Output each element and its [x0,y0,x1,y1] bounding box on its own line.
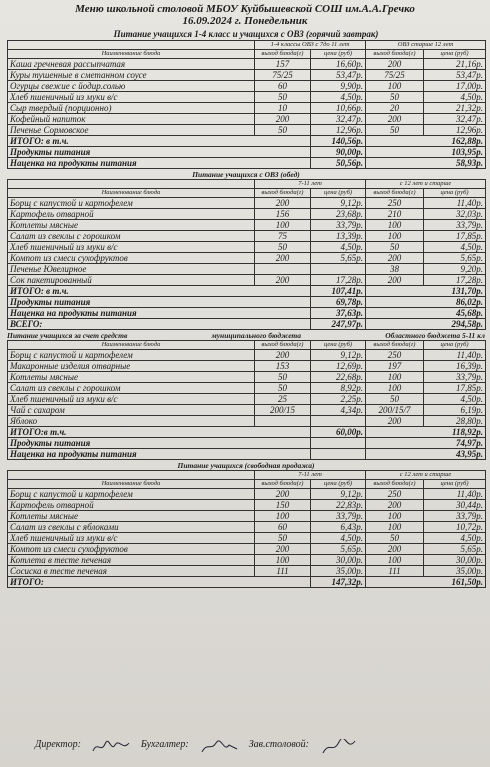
column-header: выход блюда(г) [255,50,311,59]
portion-old: 50 [366,242,424,253]
portion-young: 200 [255,350,311,361]
price-young: 5,65р. [311,253,366,264]
price-young: 33,79р. [311,511,366,522]
products-value-old: 74,97р. [366,438,486,449]
director-signature [91,739,131,755]
portion-old: 250 [366,198,424,209]
price-young: 12,96р. [311,125,366,136]
total-value-old: 131,70р. [366,286,486,297]
portion-young: 50 [255,242,311,253]
dish-name: Чай с сахаром [8,405,255,416]
price-young: 53,47р. [311,70,366,81]
table-row [8,372,486,383]
table-group-row [8,41,486,50]
table-row [8,522,486,533]
portion-old: 50 [366,92,424,103]
price-old: 32,47р. [424,114,486,125]
table-row [8,555,486,566]
dish-name: Картофель отварной [8,209,255,220]
table-breakfast [7,40,486,169]
products-label: Продукты питания [8,297,311,308]
dish-name: Компот из смеси сухофруктов [8,253,255,264]
portion-old: 38 [366,264,424,275]
portion-young: 153 [255,361,311,372]
portion-young: 50 [255,383,311,394]
group-label: 7-11 лет [255,471,366,480]
portion-old: 200 [366,114,424,125]
dish-name: Хлеб пшеничный из муки в/с [8,394,255,405]
markup-value-young [311,449,366,460]
column-header: выход блюда(г) [366,480,424,489]
table-row [8,533,486,544]
dish-name: Печенье Сормовское [8,125,255,136]
price-young [311,416,366,427]
portion-young: 200 [255,544,311,555]
dish-name: Борщ с капустой и картофелем [8,350,255,361]
portion-old: 20 [366,103,424,114]
section-free-sale-title: Питание учащихся (свободная продажа) [177,461,315,470]
dish-name: Салат из свеклы с горошком [8,383,255,394]
total-row [8,286,486,297]
budget-title-mid: муниципального бюджета [211,331,302,340]
dish-name: Компот из смеси сухофруктов [8,544,255,555]
column-header: выход блюда(г) [255,480,311,489]
all-value-young: 247,97р. [311,319,366,330]
price-old: 17,85р. [424,231,486,242]
price-old: 17,00р. [424,81,486,92]
portion-young: 157 [255,59,311,70]
column-header: Наименование блюда [8,480,255,489]
dish-name: Яблоко [8,416,255,427]
director-label: Директор: [35,739,81,750]
price-old: 33,79р. [424,511,486,522]
portion-old: 200 [366,544,424,555]
price-old: 30,44р. [424,500,486,511]
portion-young: 50 [255,125,311,136]
portion-old: 250 [366,350,424,361]
table-row [8,361,486,372]
table-row [8,350,486,361]
price-young: 30,00р. [311,555,366,566]
price-old: 5,65р. [424,544,486,555]
portion-old: 50 [366,394,424,405]
dish-name: Котлета в тесте печеная [8,555,255,566]
price-young: 33,79р. [311,220,366,231]
column-header: выход блюда(г) [255,341,311,350]
price-old: 4,50р. [424,242,486,253]
markup-value-young: 37,63р. [311,308,366,319]
budget-title-left: Питание учащихся за счет средств [7,331,128,340]
total-value-young: 140,56р. [311,136,366,147]
portion-old: 250 [366,489,424,500]
table-row [8,500,486,511]
total-row [8,577,486,588]
price-old: 10,72р. [424,522,486,533]
all-row [8,319,486,330]
dish-name: Огурцы свежие с йодир.солью [8,81,255,92]
price-young: 10,66р. [311,103,366,114]
column-header: цена (руб) [424,480,486,489]
price-old: 33,79р. [424,220,486,231]
menu-title: Меню школьной столовой МБОУ Куйбышевской СОШ им.А.А.Гречко [75,3,415,15]
price-old: 4,50р. [424,92,486,103]
portion-old: 100 [366,81,424,92]
products-row [8,438,486,449]
portion-young: 100 [255,555,311,566]
price-old: 5,65р. [424,253,486,264]
dish-name: Котлеты мясные [8,511,255,522]
price-young: 16,60р. [311,59,366,70]
canteen-head-label: Зав.столовой: [248,739,309,750]
price-young: 13,39р. [311,231,366,242]
portion-young: 156 [255,209,311,220]
price-old: 21,32р. [424,103,486,114]
dish-name: Макаронные изделия отварные [8,361,255,372]
dish-name: Котлеты мясные [8,220,255,231]
markup-label: Наценка на продукты питания [8,158,311,169]
portion-young: 200/15 [255,405,311,416]
dish-name: Салат из свеклы с яблоками [8,522,255,533]
price-old: 11,40р. [424,350,486,361]
portion-old: 200/15/7 [366,405,424,416]
total-value-old: 118,92р. [366,427,486,438]
price-young: 9,12р. [311,198,366,209]
group-label: ОВЗ старше 12 лет [366,41,486,50]
total-value-old: 162,88р. [366,136,486,147]
portion-young: 25 [255,394,311,405]
portion-old: 200 [366,500,424,511]
portion-young [255,416,311,427]
column-header: цена (руб) [311,341,366,350]
price-old: 11,40р. [424,198,486,209]
price-old: 17,28р. [424,275,486,286]
products-label: Продукты питания [8,147,311,158]
table-row [8,81,486,92]
table-row [8,92,486,103]
table-row [8,253,486,264]
table-row [8,114,486,125]
portion-young: 100 [255,511,311,522]
total-value-young: 60,00р. [311,427,366,438]
table-row [8,209,486,220]
dish-name: Борщ с капустой и картофелем [8,489,255,500]
table-header-row [8,50,486,59]
total-value-old: 161,50р. [366,577,486,588]
dish-name: Хлеб пшеничный из муки в/с [8,92,255,103]
table-row [8,405,486,416]
portion-old: 100 [366,231,424,242]
table-row [8,511,486,522]
price-young: 6,43р. [311,522,366,533]
column-header: цена (руб) [311,50,366,59]
markup-row [8,449,486,460]
products-value-old: 86,02р. [366,297,486,308]
column-header: выход блюда(г) [255,189,311,198]
price-old: 9,20р. [424,264,486,275]
markup-value-young: 50,56р. [311,158,366,169]
table-row [8,544,486,555]
portion-young [255,264,311,275]
column-header: Наименование блюда [8,50,255,59]
portion-old: 75/25 [366,70,424,81]
portion-young: 200 [255,253,311,264]
products-value-old: 103,95р. [366,147,486,158]
price-old: 17,85р. [424,383,486,394]
price-young: 4,50р. [311,92,366,103]
products-row [8,147,486,158]
products-value-young: 90,00р. [311,147,366,158]
products-label: Продукты питания [8,438,311,449]
price-old: 33,79р. [424,372,486,383]
markup-value-old: 45,68р. [366,308,486,319]
price-old: 53,47р. [424,70,486,81]
column-header: цена (руб) [311,480,366,489]
price-young: 8,92р. [311,383,366,394]
all-label: ВСЕГО: [8,319,311,330]
column-header: цена (руб) [424,50,486,59]
column-header: цена (руб) [424,341,486,350]
portion-young: 50 [255,533,311,544]
price-young: 4,50р. [311,242,366,253]
column-header: цена (руб) [311,189,366,198]
table-budget [7,340,486,460]
canteen-head-signature [319,739,359,755]
markup-label: Наценка на продукты питания [8,308,311,319]
price-old: 35,00р. [424,566,486,577]
dish-name: Сыр твердый (порционно) [8,103,255,114]
table-row [8,566,486,577]
portion-old: 111 [366,566,424,577]
dish-name: Картофель отварной [8,500,255,511]
price-young: 4,34р. [311,405,366,416]
total-row [8,136,486,147]
group-label: 7-11 лет [255,180,366,189]
total-label: ИТОГО: [8,577,311,588]
table-row [8,264,486,275]
portion-young: 200 [255,198,311,209]
portion-young: 200 [255,114,311,125]
price-young: 23,68р. [311,209,366,220]
section-breakfast-title: Питание учащихся 1-4 класс и учащихся с ОВЗ (горячий завтрак) [113,29,379,39]
price-old: 28,80р. [424,416,486,427]
price-young: 32,47р. [311,114,366,125]
portion-old: 200 [366,253,424,264]
price-old: 4,50р. [424,394,486,405]
markup-value-old: 43,95р. [366,449,486,460]
group-label: с 12 лет и старше [366,471,486,480]
column-header: выход блюда(г) [366,341,424,350]
price-young: 35,00р. [311,566,366,577]
accountant-label: Бухгалтер: [140,739,189,750]
portion-old: 200 [366,275,424,286]
portion-old: 100 [366,555,424,566]
table-header-row [8,189,486,198]
portion-old: 210 [366,209,424,220]
column-header: Наименование блюда [8,189,255,198]
products-row [8,297,486,308]
price-old: 16,39р. [424,361,486,372]
table-lunch [7,179,486,330]
price-young: 4,50р. [311,533,366,544]
portion-young: 50 [255,372,311,383]
table-row [8,383,486,394]
portion-young: 50 [255,92,311,103]
table-row [8,275,486,286]
table-row [8,242,486,253]
price-old: 6,19р. [424,405,486,416]
portion-old: 50 [366,533,424,544]
portion-young: 200 [255,275,311,286]
signature-footer [35,739,475,755]
table-row [8,125,486,136]
table-row [8,198,486,209]
portion-young: 75 [255,231,311,242]
column-header: Наименование блюда [8,341,255,350]
markup-row [8,308,486,319]
price-old: 32,03р. [424,209,486,220]
portion-young: 100 [255,220,311,231]
table-row [8,416,486,427]
markup-row [8,158,486,169]
total-value-young: 147,32р. [311,577,366,588]
group-label: 1-4 классы ОВЗ с 7до 11 лет [255,41,366,50]
price-old: 30,00р. [424,555,486,566]
portion-young: 75/25 [255,70,311,81]
portion-old: 100 [366,511,424,522]
price-young: 9,12р. [311,350,366,361]
table-row [8,70,486,81]
all-value-old: 294,58р. [366,319,486,330]
price-young: 2,25р. [311,394,366,405]
menu-date: 16.09.2024 г. Понедельник [182,15,308,27]
accountant-signature [199,739,239,755]
price-young: 9,90р. [311,81,366,92]
table-group-row [8,180,486,189]
dish-name: Печенье Ювелирное [8,264,255,275]
dish-name: Котлеты мясные [8,372,255,383]
portion-young: 150 [255,500,311,511]
total-label: ИТОГО: в т.ч. [8,136,311,147]
table-header-row [8,341,486,350]
portion-young: 60 [255,81,311,92]
portion-old: 100 [366,383,424,394]
markup-value-old: 58,93р. [366,158,486,169]
portion-young: 111 [255,566,311,577]
table-group-row [8,471,486,480]
price-young: 22,83р. [311,500,366,511]
price-young [311,264,366,275]
price-old: 21,16р. [424,59,486,70]
total-row [8,427,486,438]
portion-young: 10 [255,103,311,114]
column-header: цена (руб) [424,189,486,198]
price-old: 11,40р. [424,489,486,500]
table-free-sale [7,470,486,588]
price-young: 17,28р. [311,275,366,286]
products-value-young: 69,78р. [311,297,366,308]
column-header: выход блюда(г) [366,189,424,198]
dish-name: Сосиска в тесте печеная [8,566,255,577]
products-value-young [311,438,366,449]
dish-name: Сок пакетированный [8,275,255,286]
price-young: 9,12р. [311,489,366,500]
price-old: 12,96р. [424,125,486,136]
table-row [8,220,486,231]
table-row [8,394,486,405]
table-row [8,231,486,242]
total-label: ИТОГО:в т.ч. [8,427,311,438]
price-old: 4,50р. [424,533,486,544]
portion-old: 200 [366,59,424,70]
dish-name: Куры тушенные в сметанном соусе [8,70,255,81]
table-row [8,59,486,70]
budget-title-right: Областного бюджета 5-11 кл [385,331,485,340]
dish-name: Салат из свеклы с горошком [8,231,255,242]
price-young: 22,68р. [311,372,366,383]
section-lunch-title: Питание учащихся с ОВЗ (обед) [192,170,300,179]
portion-young: 200 [255,489,311,500]
portion-young: 60 [255,522,311,533]
total-label: ИТОГО: в т.ч. [8,286,311,297]
table-row [8,489,486,500]
group-label: с 12 лет и старше [366,180,486,189]
portion-old: 50 [366,125,424,136]
column-header: выход блюда(г) [366,50,424,59]
price-young: 5,65р. [311,544,366,555]
dish-name: Кофейный напиток [8,114,255,125]
section-budget-title [7,331,485,340]
markup-label: Наценка на продукты питания [8,449,311,460]
table-header-row [8,480,486,489]
dish-name: Борщ с капустой и картофелем [8,198,255,209]
portion-old: 100 [366,372,424,383]
dish-name: Хлеб пшеничный из муки в/с [8,533,255,544]
portion-old: 197 [366,361,424,372]
portion-old: 200 [366,416,424,427]
dish-name: Каша гречневая рассыпчатая [8,59,255,70]
dish-name: Хлеб пшеничный из муки в/с [8,242,255,253]
table-row [8,103,486,114]
portion-old: 100 [366,522,424,533]
price-young: 12,69р. [311,361,366,372]
total-value-young: 107,41р. [311,286,366,297]
portion-old: 100 [366,220,424,231]
